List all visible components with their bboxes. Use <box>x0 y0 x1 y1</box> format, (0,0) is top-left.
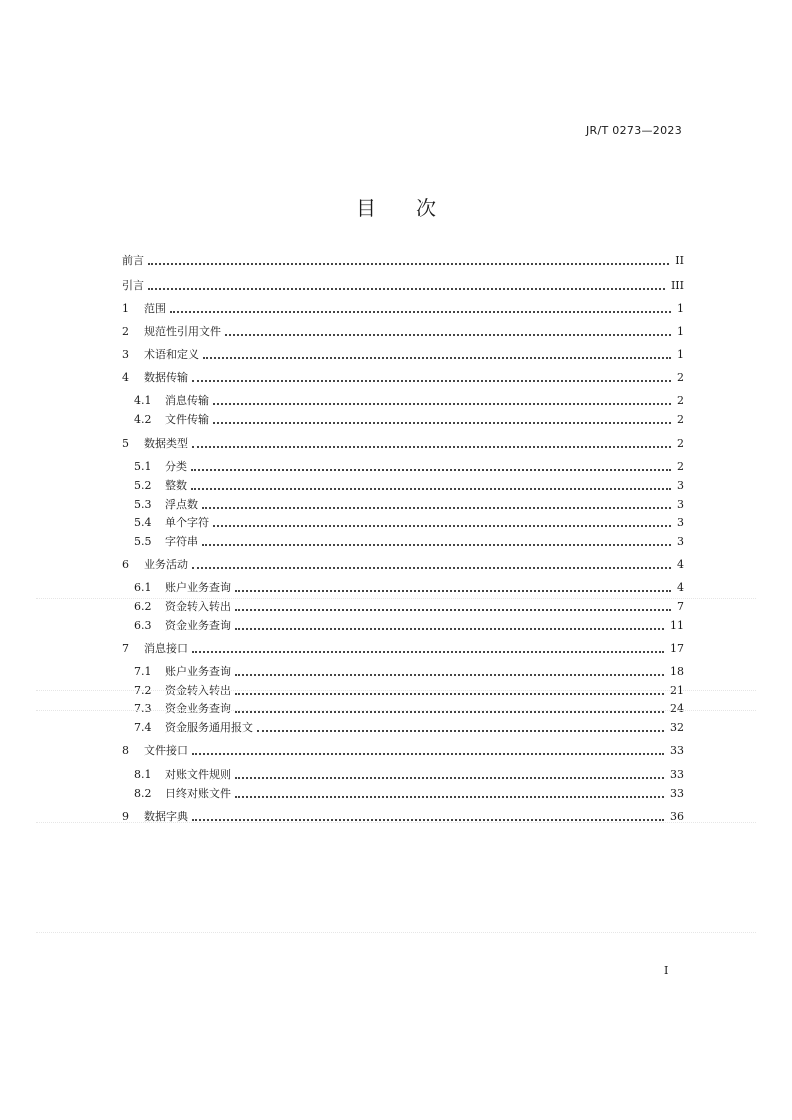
toc-entry-page: 18 <box>670 664 684 678</box>
toc-entry-label: 引言 <box>122 279 144 292</box>
toc-entry-number: 1 <box>122 301 129 315</box>
toc-entry-label: 术语和定义 <box>144 348 199 361</box>
toc-leader-dots <box>192 818 664 821</box>
toc-entry-label: 资金转入转出 <box>165 684 231 697</box>
toc-entry-label: 单个字符 <box>165 516 209 529</box>
toc-title-right: 次 <box>416 196 436 220</box>
toc-entry-number: 6 <box>122 557 129 571</box>
toc-entry-number: 7.2 <box>134 683 152 697</box>
toc-leader-dots <box>213 421 671 424</box>
toc-entry-page: 3 <box>677 534 684 548</box>
toc-entry-number: 7.4 <box>134 720 152 734</box>
toc-entry[interactable] <box>134 661 684 681</box>
toc-leader-dots <box>170 310 671 313</box>
toc-title-left: 目 <box>356 196 376 220</box>
toc-entry-label: 字符串 <box>165 535 198 548</box>
toc-leader-dots <box>235 608 671 611</box>
toc-leader-dots <box>202 543 671 546</box>
toc-entry-number: 2 <box>122 324 129 338</box>
toc-leader-dots <box>203 356 671 359</box>
toc-entry-page: 32 <box>670 720 684 734</box>
toc-entry[interactable] <box>134 512 684 532</box>
toc-entry-page: 1 <box>677 324 684 338</box>
toc-entry[interactable] <box>122 321 684 341</box>
toc-entry-page: 24 <box>670 701 684 715</box>
toc-entry-label: 数据类型 <box>144 437 188 450</box>
toc-entry-label: 文件接口 <box>144 744 188 757</box>
toc-leader-dots <box>213 402 671 405</box>
toc-leader-dots <box>192 379 671 382</box>
toc-entry-label: 分类 <box>165 460 187 473</box>
toc-entry-number: 6.1 <box>134 580 152 594</box>
toc-entry-page: 2 <box>677 370 684 384</box>
toc-leader-dots <box>191 487 671 490</box>
document-code: JR/T 0273—2023 <box>586 124 682 137</box>
toc-entry-label: 整数 <box>165 479 187 492</box>
toc-entry-page: 21 <box>670 683 684 697</box>
toc-entry-number: 7 <box>122 641 129 655</box>
scan-artifact-line <box>36 710 756 711</box>
toc-leader-dots <box>225 333 671 336</box>
toc-entry[interactable] <box>134 409 684 429</box>
toc-entry[interactable] <box>122 740 684 760</box>
toc-entry-page: 11 <box>670 618 684 632</box>
toc-entry-label: 文件传输 <box>165 413 209 426</box>
toc-entry-number: 5.1 <box>134 459 152 473</box>
toc-leader-dots <box>191 468 671 471</box>
toc-entry-page: 2 <box>677 459 684 473</box>
toc-entry-page: 36 <box>670 809 684 823</box>
toc-entry-page: 33 <box>670 743 684 757</box>
toc-entry[interactable] <box>134 783 684 803</box>
toc-entry[interactable] <box>122 554 684 574</box>
toc-entry-label: 资金转入转出 <box>165 600 231 613</box>
scan-artifact-line <box>36 932 756 933</box>
toc-entry[interactable] <box>134 717 684 737</box>
toc-entry-label: 业务活动 <box>144 558 188 571</box>
toc-leader-dots <box>257 729 664 732</box>
toc-entry[interactable] <box>122 250 684 270</box>
toc-entry-number: 5 <box>122 436 129 450</box>
toc-entry-label: 数据传输 <box>144 371 188 384</box>
toc-entry-label: 资金业务查询 <box>165 619 231 632</box>
toc-leader-dots <box>235 589 671 592</box>
toc-entry-number: 3 <box>122 347 129 361</box>
toc-title <box>0 192 792 221</box>
toc-entry[interactable] <box>134 615 684 635</box>
toc-entry-page: 7 <box>677 599 684 613</box>
toc-entry[interactable] <box>122 367 684 387</box>
toc-entry-page: 2 <box>677 393 684 407</box>
toc-entry[interactable] <box>134 475 684 495</box>
scan-artifact-line <box>36 690 756 691</box>
toc-entry-number: 5.3 <box>134 497 152 511</box>
toc-entry-number: 8 <box>122 743 129 757</box>
toc-entry-number: 6.2 <box>134 599 152 613</box>
toc-entry-label: 资金服务通用报文 <box>165 721 253 734</box>
scan-artifact-line <box>36 598 756 599</box>
toc-entry-page: 33 <box>670 767 684 781</box>
toc-entry[interactable] <box>134 698 684 718</box>
toc-entry[interactable] <box>122 344 684 364</box>
toc-entry-page: 3 <box>677 478 684 492</box>
toc-entry[interactable] <box>134 390 684 410</box>
toc-entry-number: 7.3 <box>134 701 152 715</box>
toc-entry-number: 4.1 <box>134 393 152 407</box>
toc-leader-dots <box>192 752 664 755</box>
toc-entry-label: 消息接口 <box>144 642 188 655</box>
toc-entry-number: 6.3 <box>134 618 152 632</box>
toc-entry-page: 1 <box>677 347 684 361</box>
toc-leader-dots <box>235 776 664 779</box>
toc-entry-number: 5.4 <box>134 515 152 529</box>
toc-leader-dots <box>192 650 664 653</box>
toc-entry-page: 4 <box>677 580 684 594</box>
toc-entry[interactable] <box>122 275 684 295</box>
toc-entry-number: 9 <box>122 809 129 823</box>
toc-entry-label: 日终对账文件 <box>165 787 231 800</box>
toc-entry-page: 17 <box>670 641 684 655</box>
toc-entry-label: 前言 <box>122 254 144 267</box>
toc-entry[interactable] <box>122 433 684 453</box>
toc-entry-page: III <box>670 278 684 292</box>
toc-entry[interactable] <box>134 531 684 551</box>
toc-entry[interactable] <box>134 764 684 784</box>
toc-entry[interactable] <box>122 806 684 826</box>
toc-entry-label: 消息传输 <box>165 394 209 407</box>
toc-leader-dots <box>235 795 664 798</box>
toc-entry[interactable] <box>122 638 684 658</box>
toc-entry-label: 数据字典 <box>144 810 188 823</box>
toc-entry-label: 规范性引用文件 <box>144 325 221 338</box>
toc-leader-dots <box>202 506 671 509</box>
toc-entry[interactable] <box>134 577 684 597</box>
toc-entry-number: 5.2 <box>134 478 152 492</box>
toc-entry-number: 4.2 <box>134 412 152 426</box>
toc-leader-dots <box>235 692 664 695</box>
toc-entry[interactable] <box>134 494 684 514</box>
page-number: I <box>664 964 669 977</box>
toc-entry-number: 4 <box>122 370 129 384</box>
toc-leader-dots <box>213 524 671 527</box>
toc-entry-page: 33 <box>670 786 684 800</box>
toc-entry-page: 2 <box>677 436 684 450</box>
toc-entry-page: 3 <box>677 515 684 529</box>
toc-entry-number: 7.1 <box>134 664 152 678</box>
toc-leader-dots <box>192 445 671 448</box>
toc-entry-label: 资金业务查询 <box>165 702 231 715</box>
toc-entry-label: 账户业务查询 <box>165 581 231 594</box>
toc-leader-dots <box>148 287 665 290</box>
toc-entry-page: 4 <box>677 557 684 571</box>
toc-entry-label: 账户业务查询 <box>165 665 231 678</box>
toc-leader-dots <box>148 262 669 265</box>
toc-entry-page: II <box>675 253 684 267</box>
toc-entry-label: 对账文件规则 <box>165 768 231 781</box>
toc-leader-dots <box>192 566 671 569</box>
toc-entry-label: 浮点数 <box>165 498 198 511</box>
toc-entry-number: 8.1 <box>134 767 152 781</box>
toc-entry-number: 8.2 <box>134 786 152 800</box>
toc-entry-label: 范围 <box>144 302 166 315</box>
scan-artifact-line <box>36 822 756 823</box>
toc-leader-dots <box>235 673 664 676</box>
toc-entry-page: 1 <box>677 301 684 315</box>
toc-entry[interactable] <box>134 456 684 476</box>
toc-entry[interactable] <box>122 298 684 318</box>
toc-entry[interactable] <box>134 596 684 616</box>
toc-entry-page: 3 <box>677 497 684 511</box>
toc-leader-dots <box>235 627 664 630</box>
toc-entry-number: 5.5 <box>134 534 152 548</box>
toc-entry-page: 2 <box>677 412 684 426</box>
